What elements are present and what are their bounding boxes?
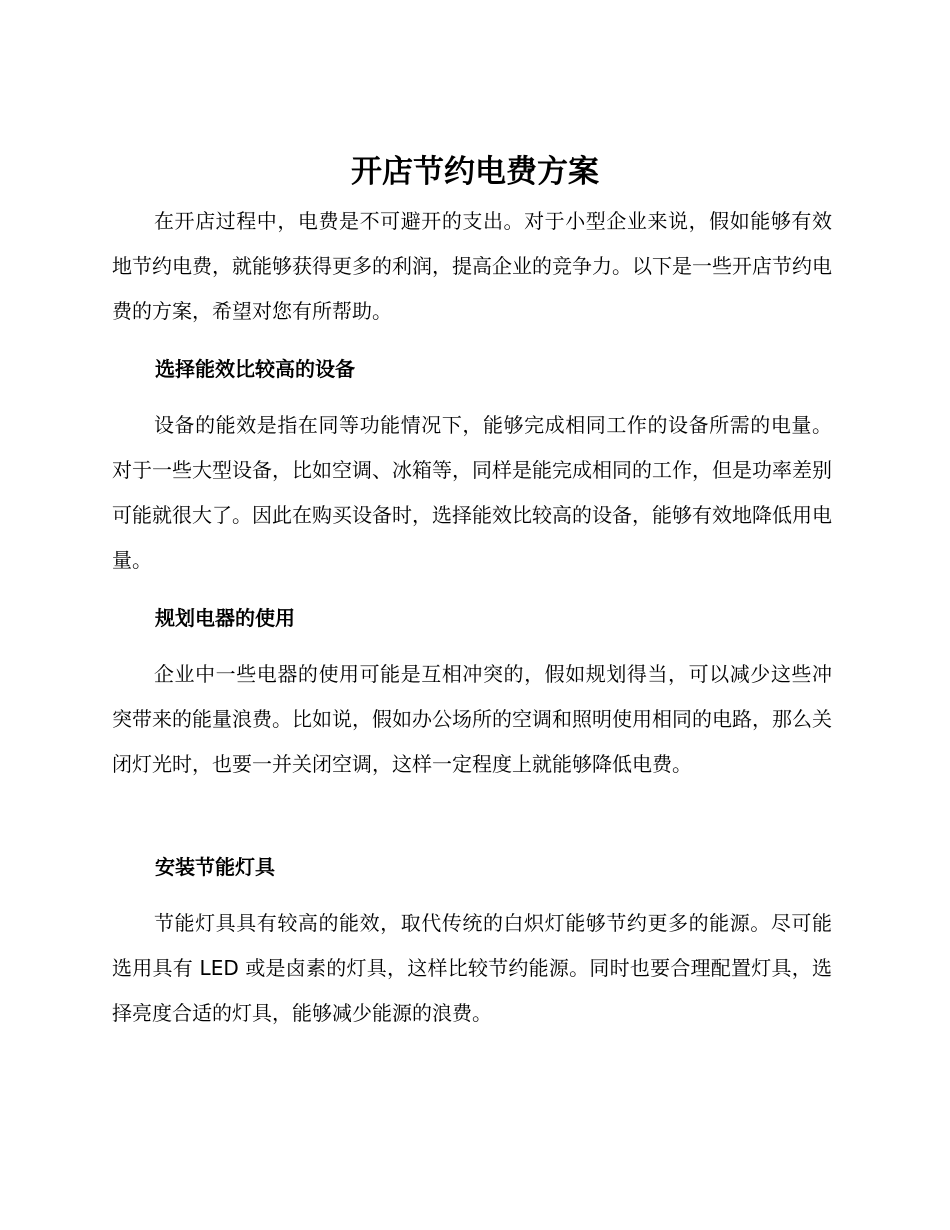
section-heading-efficient-equipment: 选择能效比较高的设备 xyxy=(155,357,355,381)
intro-paragraph: 在开店过程中，电费是不可避开的支出。对于小型企业来说，假如能够有效地节约电费，就能够获得更多的利润，提高企业的竞争力。以下是一些开店节约电费的方案，希望对您有所帮助。 xyxy=(112,209,832,323)
section-heading-appliance-planning: 规划电器的使用 xyxy=(155,606,295,630)
section-body-appliance-planning: 企业中一些电器的使用可能是互相冲突的，假如规划得当，可以减少这些冲突带来的能量浪费。比如说，假如办公场所的空调和照明使用相同的电路，那么关闭灯光时，也要一并关闭空调，这样一定程度上就能够降低电费。 xyxy=(112,662,832,776)
document-title: 开店节约电费方案 xyxy=(351,154,599,190)
section-heading-energy-saving-lamps: 安装节能灯具 xyxy=(155,855,275,879)
section-body-energy-saving-lamps: 节能灯具具有较高的能效，取代传统的白炽灯能够节约更多的能源。尽可能选用具有 LED 或是卤素的灯具，这样比较节约能源。同时也要合理配置灯具，选择亮度合适的灯具，能够减少能源的浪费。 xyxy=(112,911,832,1025)
section-body-efficient-equipment: 设备的能效是指在同等功能情况下，能够完成相同工作的设备所需的电量。对于一些大型设备，比如空调、冰箱等，同样是能完成相同的工作，但是功率差别可能就很大了。因此在购买设备时，选择能效比较高的设备，能够有效地降低用电量。 xyxy=(112,413,832,572)
